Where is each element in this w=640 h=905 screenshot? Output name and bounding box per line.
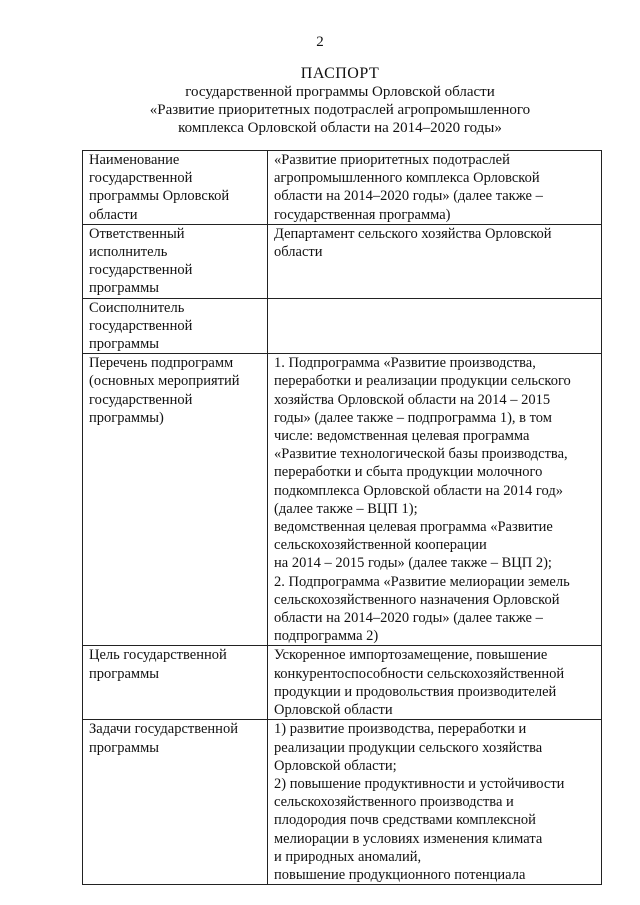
row-label-subprograms-list <box>83 354 268 646</box>
cell-line: Цель государственной <box>89 647 227 664</box>
table-row <box>83 720 602 885</box>
cell-line: и природных аномалий, <box>274 848 422 865</box>
row-label-co-executor <box>83 298 268 354</box>
cell-line: ведомственная целевая программа «Развитие <box>274 519 553 536</box>
cell-line: «Развитие технологической базы производства, <box>274 446 568 463</box>
cell-line: переработки и сбыта продукции молочного <box>274 464 543 481</box>
cell-line: агропромышленного комплекса Орловской <box>274 170 540 187</box>
cell-line: программы <box>89 665 159 682</box>
cell-line: числе: ведомственная целевая программа <box>274 428 530 445</box>
cell-line: 2. Подпрограмма «Развитие мелиорации земель <box>274 573 570 590</box>
cell-line: (далее также – ВЦП 1); <box>274 500 418 517</box>
cell-line: государственной <box>89 391 193 408</box>
cell-line: области <box>89 206 138 223</box>
row-label-program-tasks <box>83 720 268 885</box>
cell-line: конкурентоспособности сельскохозяйственной <box>274 665 565 682</box>
cell-line: области на 2014–2020 годы» (далее также – <box>274 610 543 627</box>
cell-line: сельскохозяйственной кооперации <box>274 537 487 554</box>
cell-line: сельскохозяйственного назначения Орловской <box>274 591 560 608</box>
row-value-program-tasks <box>268 720 602 885</box>
row-label-program-goal <box>83 646 268 720</box>
cell-line: Орловской области <box>274 702 393 719</box>
cell-line: области <box>274 244 323 261</box>
cell-line: Ускоренное импортозамещение, повышение <box>274 647 548 664</box>
cell-line: Наименование <box>89 152 180 168</box>
cell-line: государственной <box>89 262 193 279</box>
table-row <box>83 224 602 298</box>
cell-line: повышение продукционного потенциала <box>274 866 526 883</box>
cell-line: Орловской области; <box>274 757 397 774</box>
cell-line: хозяйства Орловской области на 2014 – 2015 <box>274 391 551 408</box>
document-subtitle-line-3: комплекса Орловской области на 2014–2020 годы» <box>178 120 502 136</box>
cell-line: на 2014 – 2015 годы» (далее также – ВЦП 2); <box>274 555 552 572</box>
document-subtitle-line-1: государственной программы Орловской области <box>185 84 495 100</box>
table-row <box>83 298 602 354</box>
cell-line: исполнитель <box>89 244 168 261</box>
row-label-program-name <box>83 151 268 225</box>
row-value-program-name <box>268 151 602 225</box>
cell-line: Ответственный <box>89 225 185 242</box>
cell-line: Перечень подпрограмм <box>89 355 234 372</box>
cell-line: программы <box>89 336 159 353</box>
document-title: ПАСПОРТ <box>300 65 380 82</box>
row-value-program-goal <box>268 646 602 720</box>
row-value-responsible-executor <box>268 224 602 298</box>
page-number: 2 <box>316 34 324 50</box>
cell-line: Соисполнитель <box>89 299 185 316</box>
cell-line: области на 2014–2020 годы» (далее также – <box>274 188 543 205</box>
cell-line: «Развитие приоритетных подотраслей <box>274 152 510 168</box>
cell-line: переработки и реализации продукции сельского <box>274 373 571 390</box>
cell-line: сельскохозяйственного производства и <box>274 794 514 811</box>
cell-line: мелиорации в условиях изменения климата <box>274 830 543 847</box>
cell-line: программы <box>89 739 159 756</box>
cell-line: 1) развитие производства, переработки и <box>274 721 527 738</box>
cell-line: программы) <box>89 409 164 426</box>
cell-line: Задачи государственной <box>89 721 238 738</box>
document-subtitle-line-2: «Развитие приоритетных подотраслей агропромышленного <box>149 102 531 118</box>
cell-line: 2) повышение продуктивности и устойчивости <box>274 775 565 792</box>
passport-table <box>82 150 602 885</box>
cell-line: программы Орловской <box>89 188 230 205</box>
row-label-responsible-executor <box>83 224 268 298</box>
document-header <box>60 64 620 137</box>
table-row <box>83 151 602 225</box>
cell-line: 1. Подпрограмма «Развитие производства, <box>274 355 536 372</box>
cell-line: подпрограмма 2) <box>274 628 379 645</box>
cell-line: программы <box>89 280 159 297</box>
row-value-co-executor <box>268 298 602 354</box>
table-row <box>83 354 602 646</box>
cell-line: (основных мероприятий <box>89 373 240 390</box>
cell-line: государственная программа) <box>274 206 451 223</box>
cell-line: продукции и продовольствия производителей <box>274 683 557 700</box>
cell-line: государственной <box>89 170 193 187</box>
row-value-subprograms-list <box>268 354 602 646</box>
cell-line: подкомплекса Орловской области на 2014 год» <box>274 482 563 499</box>
cell-line: плодородия почв средствами комплексной <box>274 812 536 829</box>
cell-line: государственной <box>89 317 193 334</box>
cell-line: реализации продукции сельского хозяйства <box>274 739 543 756</box>
table-row <box>83 646 602 720</box>
cell-line: Департамент сельского хозяйства Орловской <box>274 225 552 242</box>
cell-line: годы» (далее также – подпрограмма 1), в том <box>274 409 552 426</box>
